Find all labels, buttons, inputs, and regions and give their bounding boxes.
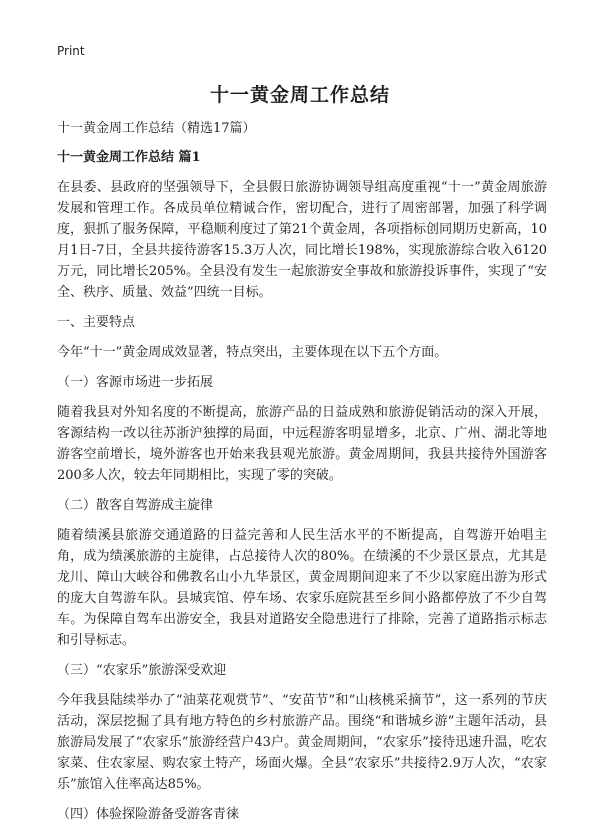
section-heading: 一、主要特点: [57, 315, 136, 330]
sub-heading: （二）散客自驾游成主旋律: [57, 498, 214, 513]
print-link[interactable]: Print: [57, 44, 85, 58]
document-title: 十一黄金周工作总结: [209, 84, 390, 106]
item-paragraph: 今年我县陆续举办了“油菜花观赏节”、“安苗节”和“山核桃采摘节”，这一系列的节庆活动，深层挖掘了具有地方特色的乡村旅游产品。围绕“和谐城乡游”主题年活动，县旅游局发展了“农家乐”旅游经营户43户。黄金周期间，“农家乐”接待迅速升温，吃农家菜、住农家屋、购农家土特产，场面火爆。全县“农家乐”共接待2.9万人次，“农家乐”旅馆入住率高达85%。: [57, 693, 547, 792]
section-intro-paragraph: 今年“十一”黄金周成效显著，特点突出，主要体现在以下五个方面。: [57, 345, 448, 360]
intro-paragraph: 在县委、县政府的坚强领导下，全县假日旅游协调领导组高度重视“十一”黄金周旅游发展和管理工作。各成员单位精诚合作，密切配合，进行了周密部署，加强了科学调度，狠抓了服务保障，平稳顺利度过了第21个黄金周，各项指标创同期历史新高，10月1日-7日，全县共接待游客15.3万人次，同比增长198%，实现旅游综合收入6120万元，同比增长205%。全县没有发生一起旅游安全事故和旅游投诉事件，实现了“安全、秩序、质量、效益”四统一目标。: [57, 180, 547, 300]
item-paragraph: 随着绩溪县旅游交通道路的日益完善和人民生活水平的不断提高，自驾游开始唱主角，成为绩溪旅游的主旋律，占总接待人次的80%。在绩溪的不少景区景点，尤其是龙川、障山大峡谷和佛教名山小九华景区，黄金周期间迎来了不少以家庭出游为形式的庞大自驾游车队。县城宾馆、停车场、农家乐庭院甚至乡间小路都停放了不少自驾车。为保障自驾车出游安全，我县对道路安全隐患进行了排除，完善了道路指示标志和引导标志。: [57, 528, 547, 648]
document-subtitle: 十一黄金周工作总结（精选17篇）: [57, 121, 256, 136]
sub-heading: （三）“农家乐”旅游深受欢迎: [57, 663, 227, 678]
item-paragraph: 随着我县对外知名度的不断提高，旅游产品的日益成熟和旅游促销活动的深入开展，客源结构一改以往苏浙沪独撑的局面，中远程游客明显增多，北京、广州、湖北等地游客空前增长，境外游客也开始来我县观光旅游。黄金周期间，我县共接待外国游客200多人次，较去年同期相比，实现了零的突破。: [57, 405, 547, 483]
sub-heading: （一）客源市场进一步拓展: [57, 375, 214, 390]
part-heading: 十一黄金周工作总结 篇1: [57, 150, 201, 165]
document-body: [57, 118, 547, 834]
sub-heading: （四）体验探险游备受游客青徕: [57, 807, 240, 822]
